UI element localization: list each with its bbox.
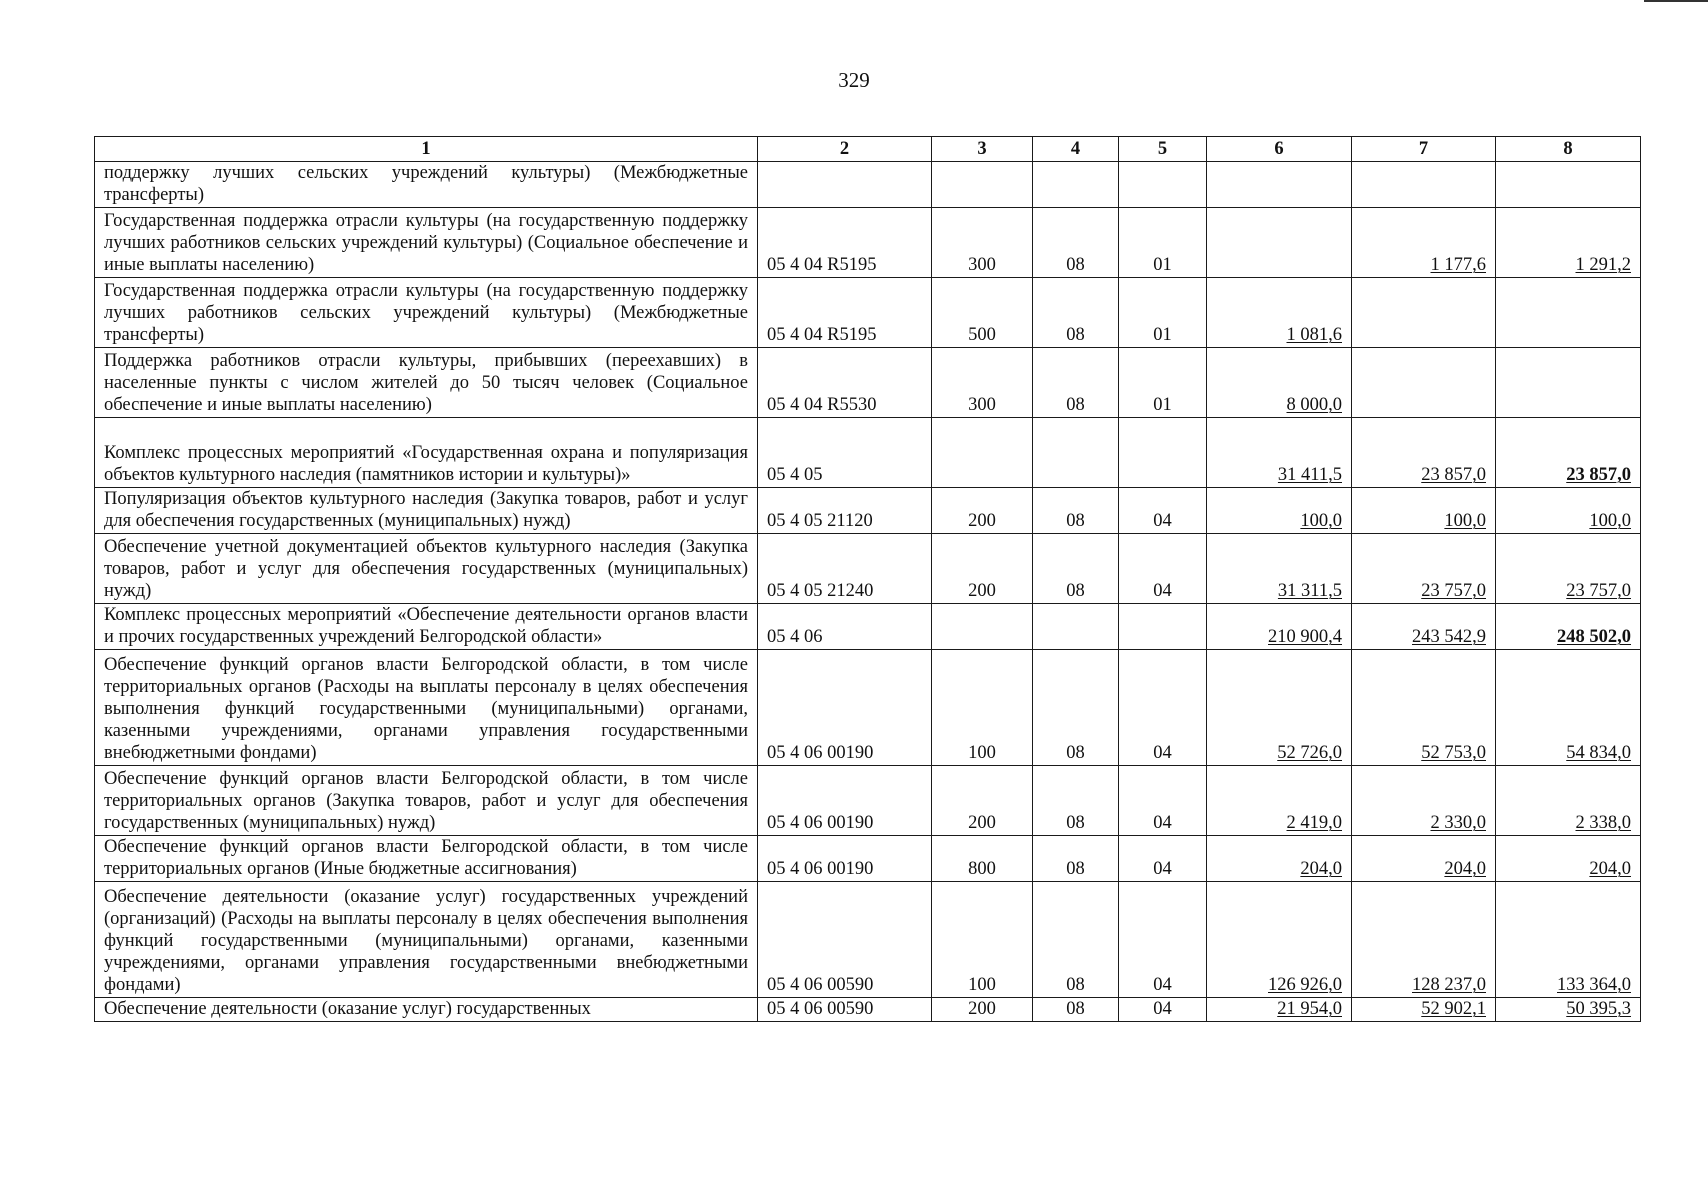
section-code <box>1033 650 1119 766</box>
table-row <box>95 650 1641 766</box>
section-code-text: 08 <box>1066 255 1085 275</box>
section-code <box>1033 208 1119 278</box>
amount-col-6-text: 126 926,0 <box>1268 975 1342 995</box>
amount-col-6 <box>1207 766 1352 836</box>
target-article-code-text: 05 4 04 R5530 <box>767 395 877 415</box>
header-col-1: 1 <box>95 137 758 162</box>
subsection-code-text: 01 <box>1153 325 1172 345</box>
section-code-text: 08 <box>1066 975 1085 995</box>
subsection-code <box>1119 534 1207 604</box>
amount-col-7-text: 128 237,0 <box>1412 975 1486 995</box>
section-code <box>1033 766 1119 836</box>
amount-col-8-text: 204,0 <box>1589 859 1631 879</box>
subsection-code-text: 04 <box>1153 859 1172 879</box>
amount-col-8-text: 133 364,0 <box>1557 975 1631 995</box>
amount-col-7-text: 1 177,6 <box>1430 255 1486 275</box>
expense-type-code <box>932 162 1033 208</box>
subsection-code-text: 04 <box>1153 975 1172 995</box>
corner-line <box>1644 0 1708 2</box>
amount-col-6-text: 52 726,0 <box>1277 743 1342 763</box>
subsection-code-text: 04 <box>1153 511 1172 531</box>
row-description <box>95 348 758 418</box>
expense-type-code <box>932 650 1033 766</box>
row-description-text: Комплекс процессных мероприятий «Государственная охрана и популяризация объектов культурного наследия (памятников истории и культуры)» <box>104 443 748 485</box>
subsection-code <box>1119 208 1207 278</box>
page-number: 329 <box>838 68 870 92</box>
section-code <box>1033 418 1119 488</box>
amount-col-7-text: 52 902,1 <box>1421 999 1486 1019</box>
row-description-text: Государственная поддержка отрасли культуры (на государственную поддержку лучших работников сельских учреждений культуры) (Межбюджетные трансферты) <box>104 281 748 345</box>
amount-col-7-text: 243 542,9 <box>1412 627 1486 647</box>
expense-type-code <box>932 882 1033 998</box>
subsection-code <box>1119 162 1207 208</box>
amount-col-6 <box>1207 488 1352 534</box>
amount-col-8-text: 23 857,0 <box>1566 465 1631 485</box>
table-row <box>95 836 1641 882</box>
header-col-3: 3 <box>932 137 1033 162</box>
expense-type-code-text: 100 <box>968 743 996 763</box>
target-article-code-text: 05 4 06 00190 <box>767 743 874 763</box>
amount-col-8 <box>1496 882 1641 998</box>
section-code-text: 08 <box>1066 743 1085 763</box>
table-row <box>95 766 1641 836</box>
amount-col-6 <box>1207 650 1352 766</box>
section-code-text: 08 <box>1066 999 1085 1019</box>
row-description-text: Обеспечение деятельности (оказание услуг) государственных учреждений (организаций) (Расходы на выплаты персоналу в целях обеспечения выполнения функций государственными (муниципальными) органами, казенными учреждениями, органами управления государственными внебюджетными фондами) <box>104 887 748 995</box>
target-article-code <box>758 766 932 836</box>
subsection-code <box>1119 348 1207 418</box>
target-article-code-text: 05 4 06 00590 <box>767 999 874 1019</box>
row-description <box>95 766 758 836</box>
expense-type-code <box>932 208 1033 278</box>
amount-col-8 <box>1496 998 1641 1022</box>
amount-col-7-text: 23 757,0 <box>1421 581 1486 601</box>
table-row <box>95 348 1641 418</box>
expense-type-code <box>932 418 1033 488</box>
target-article-code-text: 05 4 06 00190 <box>767 859 874 879</box>
target-article-code-text: 05 4 05 21120 <box>767 511 873 531</box>
header-col-5: 5 <box>1119 137 1207 162</box>
section-code <box>1033 162 1119 208</box>
expense-type-code-text: 200 <box>968 813 996 833</box>
amount-col-8-text: 2 338,0 <box>1575 813 1631 833</box>
amount-col-8 <box>1496 766 1641 836</box>
subsection-code-text: 01 <box>1153 395 1172 415</box>
target-article-code <box>758 998 932 1022</box>
amount-col-7 <box>1352 418 1496 488</box>
expense-type-code-text: 200 <box>968 999 996 1019</box>
header-col-8: 8 <box>1496 137 1641 162</box>
amount-col-6 <box>1207 836 1352 882</box>
target-article-code-text: 05 4 05 21240 <box>767 581 874 601</box>
amount-col-8 <box>1496 208 1641 278</box>
expense-type-code <box>932 836 1033 882</box>
amount-col-7-text: 52 753,0 <box>1421 743 1486 763</box>
amount-col-7-text: 100,0 <box>1444 511 1486 531</box>
subsection-code-text: 04 <box>1153 813 1172 833</box>
amount-col-7 <box>1352 604 1496 650</box>
amount-col-6-text: 210 900,4 <box>1268 627 1342 647</box>
target-article-code <box>758 162 932 208</box>
section-code-text: 08 <box>1066 511 1085 531</box>
expense-type-code-text: 300 <box>968 395 996 415</box>
subsection-code <box>1119 418 1207 488</box>
amount-col-7 <box>1352 882 1496 998</box>
amount-col-6 <box>1207 348 1352 418</box>
subsection-code <box>1119 882 1207 998</box>
expense-type-code-text: 100 <box>968 975 996 995</box>
table-row <box>95 534 1641 604</box>
expense-type-code <box>932 488 1033 534</box>
amount-col-6-text: 204,0 <box>1300 859 1342 879</box>
section-code <box>1033 534 1119 604</box>
row-description-text: Обеспечение деятельности (оказание услуг) государственных <box>104 999 591 1019</box>
section-code <box>1033 998 1119 1022</box>
amount-col-7-text: 204,0 <box>1444 859 1486 879</box>
section-code <box>1033 488 1119 534</box>
table-row <box>95 488 1641 534</box>
section-code-text: 08 <box>1066 813 1085 833</box>
table-row <box>95 998 1641 1022</box>
target-article-code-text: 05 4 04 R5195 <box>767 325 877 345</box>
amount-col-8 <box>1496 488 1641 534</box>
subsection-code-text: 04 <box>1153 581 1172 601</box>
table-row <box>95 278 1641 348</box>
subsection-code <box>1119 278 1207 348</box>
amount-col-6 <box>1207 998 1352 1022</box>
row-description-text: Государственная поддержка отрасли культуры (на государственную поддержку лучших работников сельских учреждений культуры) (Социальное обеспечение и иные выплаты населению) <box>104 211 748 275</box>
target-article-code <box>758 650 932 766</box>
row-description <box>95 836 758 882</box>
amount-col-8 <box>1496 604 1641 650</box>
amount-col-8-text: 1 291,2 <box>1575 255 1631 275</box>
table-row <box>95 882 1641 998</box>
target-article-code-text: 05 4 06 00590 <box>767 975 874 995</box>
section-code <box>1033 348 1119 418</box>
row-description-text: Обеспечение функций органов власти Белгородской области, в том числе территориальных органов (Закупка товаров, работ и услуг для обеспечения государственных (муниципальных) нужд) <box>104 769 748 833</box>
row-description <box>95 650 758 766</box>
target-article-code <box>758 208 932 278</box>
expense-type-code-text: 200 <box>968 511 996 531</box>
header-col-7: 7 <box>1352 137 1496 162</box>
amount-col-6 <box>1207 604 1352 650</box>
amount-col-7-text: 23 857,0 <box>1421 465 1486 485</box>
subsection-code-text: 01 <box>1153 255 1172 275</box>
row-description <box>95 278 758 348</box>
target-article-code <box>758 604 932 650</box>
table-row <box>95 162 1641 208</box>
amount-col-8 <box>1496 418 1641 488</box>
amount-col-7-text: 2 330,0 <box>1430 813 1486 833</box>
table-row <box>95 208 1641 278</box>
row-description-text: Обеспечение функций органов власти Белгородской области, в том числе территориальных органов (Расходы на выплаты персоналу в целях обеспечения выполнения функций государственными (муниципальными) органами, казенными учреждениями, органами управления государственными внебюджетными фондами) <box>104 655 748 763</box>
section-code <box>1033 278 1119 348</box>
amount-col-6-text: 21 954,0 <box>1277 999 1342 1019</box>
amount-col-7 <box>1352 998 1496 1022</box>
target-article-code <box>758 278 932 348</box>
amount-col-8-text: 248 502,0 <box>1557 627 1631 647</box>
amount-col-7 <box>1352 836 1496 882</box>
subsection-code-text: 04 <box>1153 999 1172 1019</box>
amount-col-6 <box>1207 418 1352 488</box>
subsection-code <box>1119 604 1207 650</box>
row-description <box>95 162 758 208</box>
amount-col-6 <box>1207 534 1352 604</box>
row-description <box>95 208 758 278</box>
row-description-text: Популяризация объектов культурного наследия (Закупка товаров, работ и услуг для обеспечения государственных (муниципальных) нужд) <box>104 489 748 531</box>
amount-col-8 <box>1496 278 1641 348</box>
section-code-text: 08 <box>1066 581 1085 601</box>
amount-col-6-text: 8 000,0 <box>1286 395 1342 415</box>
target-article-code-text: 05 4 04 R5195 <box>767 255 877 275</box>
subsection-code <box>1119 766 1207 836</box>
header-col-2: 2 <box>758 137 932 162</box>
amount-col-6-text: 31 311,5 <box>1277 581 1342 601</box>
target-article-code <box>758 836 932 882</box>
row-description-text: Комплекс процессных мероприятий «Обеспечение деятельности органов власти и прочих государственных учреждений Белгородской области» <box>104 605 748 647</box>
expense-type-code <box>932 278 1033 348</box>
row-description <box>95 882 758 998</box>
expense-type-code <box>932 348 1033 418</box>
expense-type-code-text: 200 <box>968 581 996 601</box>
expense-type-code <box>932 766 1033 836</box>
target-article-code <box>758 488 932 534</box>
target-article-code-text: 05 4 06 00190 <box>767 813 874 833</box>
amount-col-6 <box>1207 208 1352 278</box>
section-code-text: 08 <box>1066 859 1085 879</box>
subsection-code-text: 04 <box>1153 743 1172 763</box>
amount-col-7 <box>1352 534 1496 604</box>
amount-col-8-text: 23 757,0 <box>1566 581 1631 601</box>
expense-type-code-text: 500 <box>968 325 996 345</box>
table-row <box>95 604 1641 650</box>
target-article-code <box>758 418 932 488</box>
target-article-code <box>758 348 932 418</box>
amount-col-8 <box>1496 162 1641 208</box>
section-code <box>1033 882 1119 998</box>
header-row <box>95 137 1641 162</box>
target-article-code <box>758 882 932 998</box>
target-article-code <box>758 534 932 604</box>
row-description-text: Обеспечение учетной документацией объектов культурного наследия (Закупка товаров, работ и услуг для обеспечения государственных (муниципальных) нужд) <box>104 537 748 601</box>
amount-col-6-text: 2 419,0 <box>1286 813 1342 833</box>
target-article-code-text: 05 4 05 <box>767 465 823 485</box>
amount-col-8-text: 100,0 <box>1589 511 1631 531</box>
subsection-code <box>1119 998 1207 1022</box>
amount-col-7 <box>1352 162 1496 208</box>
row-description <box>95 998 758 1022</box>
row-description-text: Поддержка работников отрасли культуры, прибывших (переехавших) в населенные пункты с числом жителей до 50 тысяч человек (Социальное обеспечение и иные выплаты населению) <box>104 351 748 415</box>
amount-col-6 <box>1207 278 1352 348</box>
row-description <box>95 418 758 488</box>
expense-type-code <box>932 534 1033 604</box>
target-article-code-text: 05 4 06 <box>767 627 823 647</box>
amount-col-7 <box>1352 278 1496 348</box>
amount-col-7 <box>1352 348 1496 418</box>
header-col-6: 6 <box>1207 137 1352 162</box>
amount-col-6 <box>1207 882 1352 998</box>
expense-type-code <box>932 604 1033 650</box>
expense-type-code-text: 800 <box>968 859 996 879</box>
amount-col-6-text: 1 081,6 <box>1286 325 1342 345</box>
expense-type-code <box>932 998 1033 1022</box>
amount-col-6-text: 100,0 <box>1300 511 1342 531</box>
row-description-text: поддержку лучших сельских учреждений культуры) (Межбюджетные трансферты) <box>104 163 748 205</box>
subsection-code <box>1119 836 1207 882</box>
row-description-text: Обеспечение функций органов власти Белгородской области, в том числе территориальных органов (Иные бюджетные ассигнования) <box>104 837 748 879</box>
section-code <box>1033 836 1119 882</box>
subsection-code <box>1119 650 1207 766</box>
amount-col-8-text: 54 834,0 <box>1566 743 1631 763</box>
amount-col-8 <box>1496 650 1641 766</box>
amount-col-8 <box>1496 836 1641 882</box>
table-body <box>95 162 1641 1022</box>
section-code-text: 08 <box>1066 395 1085 415</box>
section-code <box>1033 604 1119 650</box>
amount-col-6 <box>1207 162 1352 208</box>
table-row <box>95 418 1641 488</box>
row-description <box>95 604 758 650</box>
amount-col-7 <box>1352 766 1496 836</box>
amount-col-8 <box>1496 348 1641 418</box>
row-description <box>95 488 758 534</box>
amount-col-6-text: 31 411,5 <box>1277 465 1342 485</box>
amount-col-7 <box>1352 488 1496 534</box>
amount-col-8-text: 50 395,3 <box>1566 999 1631 1019</box>
subsection-code <box>1119 488 1207 534</box>
amount-col-8 <box>1496 534 1641 604</box>
header-col-4: 4 <box>1033 137 1119 162</box>
section-code-text: 08 <box>1066 325 1085 345</box>
row-description <box>95 534 758 604</box>
amount-col-7 <box>1352 650 1496 766</box>
budget-table <box>94 136 1641 1022</box>
amount-col-7 <box>1352 208 1496 278</box>
expense-type-code-text: 300 <box>968 255 996 275</box>
